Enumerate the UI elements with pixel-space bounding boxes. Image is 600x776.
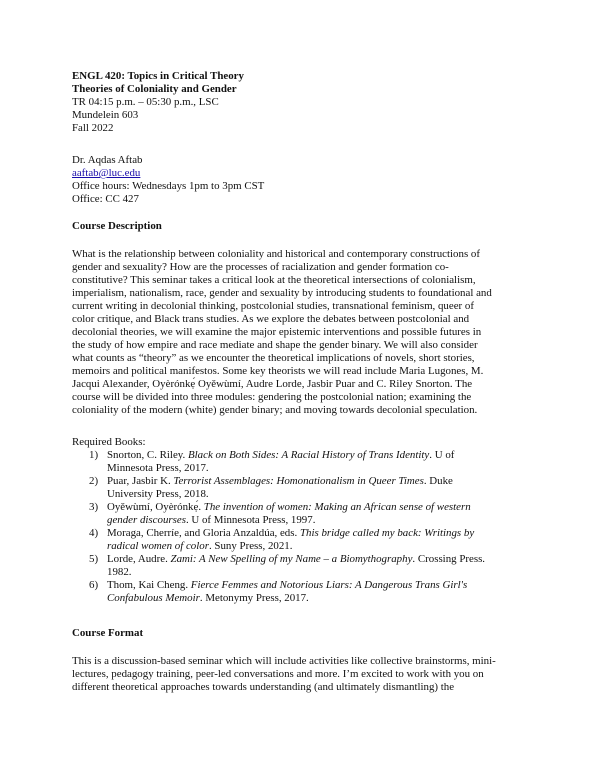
format-line: lectures, pedagogy training, peer-led conversations and more. I’m excited to work with you on [72, 668, 484, 680]
book-title: This bridge called my back: Writings by [299, 527, 475, 539]
office-hours: Office hours: Wednesdays 1pm to 3pm CST [72, 180, 265, 192]
desc-line: What is the relationship between coloniality and historical and contemporary constructions of [72, 248, 480, 260]
book-title: Fierce Femmes and Notorious Liars: A Dangerous Trans Girl's [190, 579, 468, 591]
book-number: 3) [89, 501, 99, 513]
desc-line: constitutive? This seminar takes a critical look at the theoretical intersections of colonialism, [72, 274, 476, 286]
required-books-section [72, 436, 532, 605]
course-description-text [72, 248, 532, 417]
desc-line: color critique, and Black trans studies. As we explore the debates between postcolonial and [72, 313, 470, 325]
course-description-heading: Course Description [72, 220, 162, 232]
book-title-cont: Confabulous Memoir [107, 592, 200, 604]
book-title: The invention of women: Making an African sense of western [203, 501, 471, 513]
desc-line: current writing in decolonial thinking, postcolonial studies, transnational feminism, queer of [72, 300, 474, 312]
book-details: Minnesota Press, 2017. [107, 462, 209, 474]
book-author: Oyěwùmí, Oyèrónkẹ́. [107, 501, 204, 513]
book-publisher: . Duke [423, 475, 453, 487]
book-author: Snorton, C. Riley. [107, 449, 188, 461]
course-title: ENGL 420: Topics in Critical Theory [72, 70, 244, 82]
instructor-email-link[interactable]: aaftab@luc.edu [72, 167, 141, 179]
desc-line: memoirs and political manifestos. Some key theorists we will read include Maria Lugones, M. [72, 365, 484, 377]
book-item [72, 501, 532, 527]
book-item [72, 579, 532, 605]
book-item [72, 553, 532, 579]
course-room: Mundelein 603 [72, 109, 139, 121]
desc-line: course will be divided into three modules: gendering the postcolonial nation; examining the [72, 391, 472, 403]
book-title: Zami: A New Spelling of my Name – a Biomythography [170, 553, 413, 565]
book-number: 4) [89, 527, 99, 539]
desc-line: Jacqui Alexander, Oyèrónkẹ́ Oyěwùmí, Audre Lorde, Jasbir Puar and C. Riley Snorton. The [72, 378, 473, 390]
desc-line: what counts as “theory” as we encounter the theoretical implications of novels, short stories, [72, 352, 475, 364]
course-format-section [72, 627, 532, 640]
course-format-heading: Course Format [72, 627, 144, 639]
book-author: Thom, Kai Cheng. [107, 579, 191, 591]
desc-line: coloniality of the modern (white) gender binary; and moving towards decolonial speculation. [72, 404, 478, 416]
format-line: This is a discussion-based seminar which will include activities like collective brainstorms, mini- [72, 655, 496, 667]
book-number: 2) [89, 475, 99, 487]
instructor-info [72, 154, 532, 206]
book-publisher: . Crossing Press. [412, 553, 486, 565]
book-author: Moraga, Cherríe, and Gloria Anzaldúa, eds. [107, 527, 300, 539]
book-author: Lorde, Audre. [107, 553, 171, 565]
course-description-section [72, 220, 532, 233]
book-number: 5) [89, 553, 99, 565]
book-details: University Press, 2018. [107, 488, 209, 500]
desc-line: imperialism, nationalism, race, gender and sexuality by introducing students to foundational and [72, 287, 492, 299]
book-publisher: . U of [429, 449, 455, 461]
book-title: Black on Both Sides: A Racial History of Trans Identity [187, 449, 430, 461]
course-schedule: TR 04:15 p.m. – 05:30 p.m., LSC [72, 96, 219, 108]
book-details: . Suny Press, 2021. [208, 540, 293, 552]
book-item [72, 527, 532, 553]
instructor-name: Dr. Aqdas Aftab [72, 154, 143, 166]
book-title-cont: gender discourses [107, 514, 186, 526]
desc-line: the study of how empire and race mediate and shape the gender binary. We will also consider [72, 339, 478, 351]
course-subtitle: Theories of Coloniality and Gender [72, 83, 237, 95]
required-books-list [72, 449, 532, 605]
book-details: . U of Minnesota Press, 1997. [185, 514, 316, 526]
course-header [72, 70, 532, 135]
book-author: Puar, Jasbir K. [107, 475, 174, 487]
book-title-cont: radical women of color [107, 540, 209, 552]
book-details: 1982. [107, 566, 132, 578]
format-line: different theoretical approaches towards understanding (and ultimately dismantling) the [72, 681, 455, 693]
book-title: Terrorist Assemblages: Homonationalism in Queer Times [173, 475, 424, 487]
book-item [72, 449, 532, 475]
desc-line: gender and sexuality? How are the processes of racialization and gender formation co- [72, 261, 449, 273]
desc-line: decolonial theories, we will examine the major epistemic interventions and possible futures in [72, 326, 482, 338]
course-format-text [72, 655, 532, 694]
book-number: 1) [89, 449, 99, 461]
book-number: 6) [89, 579, 99, 591]
required-books-label: Required Books: [72, 436, 146, 448]
course-term: Fall 2022 [72, 122, 114, 134]
book-item [72, 475, 532, 501]
book-details: . Metonymy Press, 2017. [199, 592, 309, 604]
office-location: Office: CC 427 [72, 193, 139, 205]
